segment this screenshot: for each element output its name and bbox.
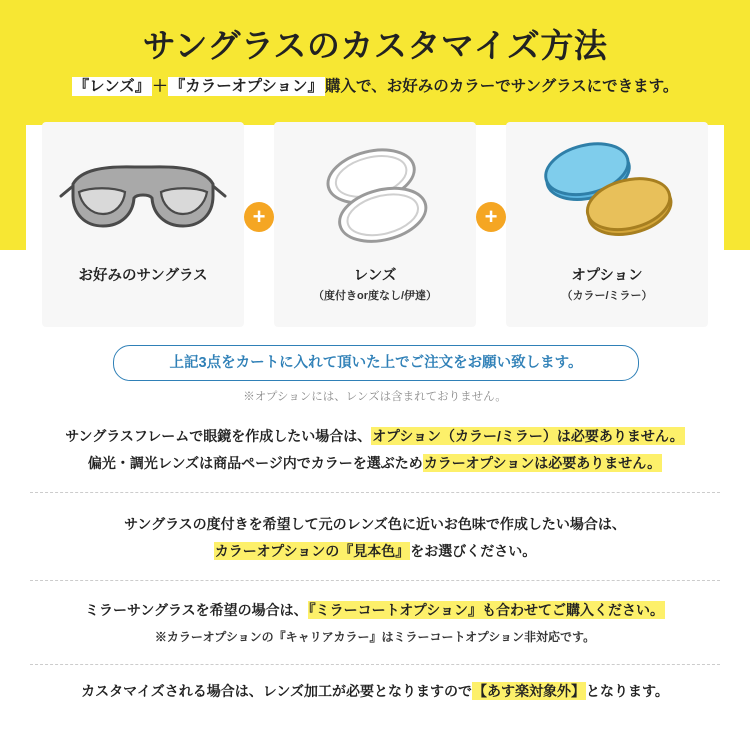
note-text: サングラスフレームで眼鏡を作成したい場合は、 [65, 428, 372, 444]
note-text-highlight: オプション（カラー/ミラー）は必要ありません。 [372, 428, 684, 444]
plus-icon-2: + [476, 202, 506, 232]
note-text: サングラスの度付きを希望して元のレンズ色に近いお色味で作成したい場合は、 [124, 516, 626, 532]
option-note: ※オプションには、レンズは含まれておりません。 [243, 391, 507, 403]
subtitle-part-plus: ＋ [152, 78, 168, 95]
note-text: をお選びください。 [410, 543, 537, 559]
page-title: サングラスのカスタマイズ方法 [142, 27, 608, 64]
note-block-1 [0, 423, 750, 477]
note-text: となります。 [585, 683, 669, 699]
card-lenses [274, 122, 476, 327]
note-line-small [0, 624, 750, 651]
divider-2 [30, 580, 720, 581]
color-discs-icon [506, 130, 708, 260]
note-text: 偏光・調光レンズは商品ページ内でカラーを選ぶため [87, 455, 423, 471]
side-band-left [0, 125, 26, 250]
note-text-highlight: 『ミラーコートオプション』も合わせてご購入ください。 [308, 602, 664, 618]
note-text-highlight: カラーオプションの『見本色』 [214, 543, 410, 559]
note-text: カスタマイズされる場合は、レンズ加工が必要となりますので [81, 683, 472, 699]
note-block-4 [0, 678, 750, 705]
note-text-highlight: カラーオプションは必要ありません。 [423, 455, 662, 471]
divider-1 [30, 492, 720, 493]
note-text: ※カラーオプションの『キャリアカラー』はミラーコートオプション非対応です。 [154, 630, 596, 644]
note-line [0, 538, 750, 565]
side-band-right [724, 125, 750, 250]
note-line [0, 597, 750, 624]
note-line [0, 511, 750, 538]
card-sunglasses [42, 122, 244, 327]
plus-icon-1: + [244, 202, 274, 232]
product-cards-row [42, 122, 708, 327]
subtitle-part-tail: 購入で、お好みのカラーでサングラスにできます。 [325, 78, 679, 95]
card-label: レンズ [353, 268, 397, 284]
card-label: お好みのサングラス [78, 268, 208, 284]
card-sublabel: （カラー/ミラー） [561, 290, 653, 302]
sunglasses-icon [42, 130, 244, 260]
order-instruction-pill: 上記3点をカートに入れて頂いた上でご注文をお願い致します。 [113, 345, 639, 381]
lenses-icon [274, 130, 476, 260]
card-label: オプション [571, 268, 643, 284]
note-line [0, 423, 750, 450]
note-block-2 [0, 511, 750, 565]
subtitle-part-coloroption: 『カラーオプション』 [169, 78, 324, 95]
note-text-highlight: 【あす楽対象外】 [472, 683, 585, 699]
note-line [0, 678, 750, 705]
card-options [506, 122, 708, 327]
note-text: ミラーサングラスを希望の場合は、 [85, 602, 308, 618]
subtitle-part-lens: 『レンズ』 [73, 78, 151, 95]
page-subtitle [0, 74, 750, 96]
note-line [0, 450, 750, 477]
divider-3 [30, 664, 720, 665]
note-block-3 [0, 597, 750, 651]
card-sublabel: （度付きor度なし/伊達） [312, 290, 438, 302]
